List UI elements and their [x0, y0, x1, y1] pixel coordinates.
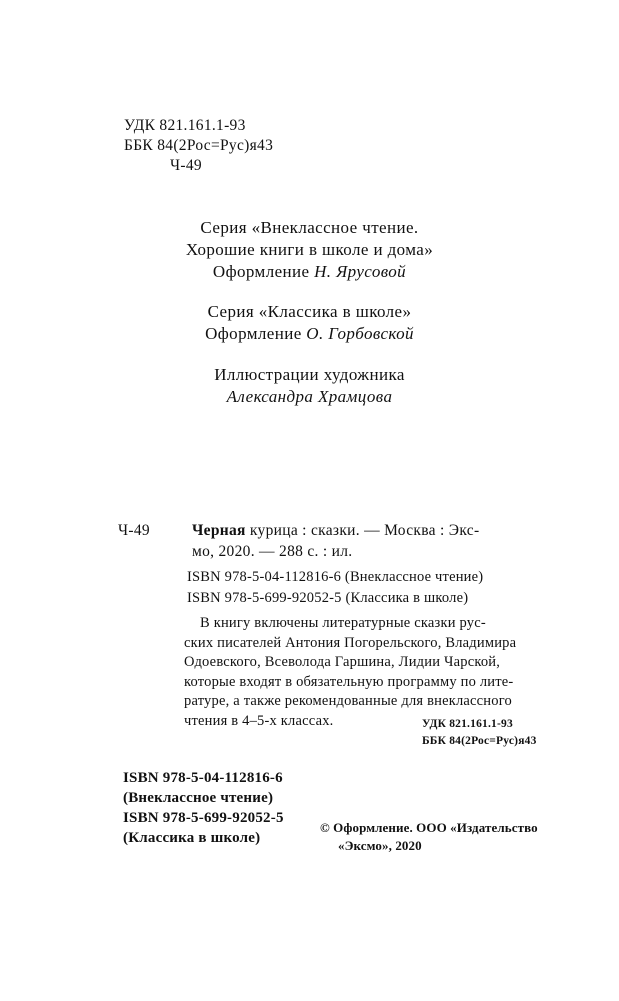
isbn-bottom-line: ISBN 978-5-699-92052-5: [123, 810, 284, 826]
series-2-block: [0, 301, 619, 345]
annotation-line: В книгу включены литературные сказки рус-: [200, 615, 486, 631]
footer-bbk: ББК 84(2Рос=Рус)я43: [422, 735, 537, 747]
designer-name: Н. Ярусовой: [314, 262, 407, 281]
annotation: [184, 614, 516, 731]
udk-code: УДК 821.161.1-93: [124, 117, 246, 134]
isbn-bottom-line: ISBN 978-5-04-112816-6: [123, 770, 283, 786]
annotation-line: ратуре, а также рекомендованные для внеклассного: [184, 693, 512, 709]
series-1-title-line2: Хорошие книги в школе и дома»: [185, 240, 434, 259]
design-label: Оформление: [212, 262, 315, 281]
biblio-code: Ч-49: [118, 522, 150, 539]
copyright-line1: © Оформление. ООО «Издательство: [320, 820, 538, 835]
series-1-title-line1: Серия «Внеклассное чтение.: [200, 218, 419, 237]
bbk-code: ББК 84(2Рос=Рус)я43: [124, 137, 274, 154]
illustrations-label: Иллюстрации художника: [214, 365, 405, 384]
header-codes: [124, 116, 273, 176]
biblio-line1: Ч-49 Черная курица : сказки. — Москва : Экс-: [118, 522, 480, 539]
illustrator-name: Александра Храмцова: [226, 387, 393, 406]
isbn-bottom-line: (Внеклассное чтение): [123, 790, 274, 806]
designer-name: О. Горбовской: [306, 324, 414, 343]
isbn-bottom-line: (Классика в школе): [123, 830, 261, 846]
illustrations-block: [0, 364, 619, 408]
isbn-list: [187, 567, 483, 609]
bibliographic-record: [118, 520, 479, 562]
annotation-line: чтения в 4–5-х классах.: [184, 712, 334, 729]
annotation-line: которые входят в обязательную программу по лите-: [184, 673, 514, 690]
isbn-line: ISBN 978-5-04-112816-6 (Внеклассное чтение): [187, 569, 484, 585]
copyright-line2: «Эксмо», 2020: [338, 838, 422, 853]
isbn-line: ISBN 978-5-699-92052-5 (Классика в школе): [187, 590, 469, 606]
series-1-design: [0, 261, 619, 283]
author-mark: Ч-49: [170, 157, 202, 174]
footer-codes: [422, 716, 537, 750]
biblio-line2: мо, 2020. — 288 с. : ил.: [192, 543, 353, 560]
annotation-line: ских писателей Антония Погорельского, Владимира: [184, 634, 517, 651]
series-1-block: [0, 217, 619, 283]
series-2-title: Серия «Классика в школе»: [207, 302, 412, 321]
series-2-design: [0, 323, 619, 345]
footer-udk: УДК 821.161.1-93: [422, 718, 513, 730]
isbn-bottom-block: [123, 768, 284, 848]
book-title: Черная: [192, 522, 246, 539]
design-label: Оформление: [205, 324, 307, 343]
annotation-line: Одоевского, Всеволода Гаршина, Лидии Чарской,: [184, 654, 501, 670]
copyright: [320, 819, 538, 855]
